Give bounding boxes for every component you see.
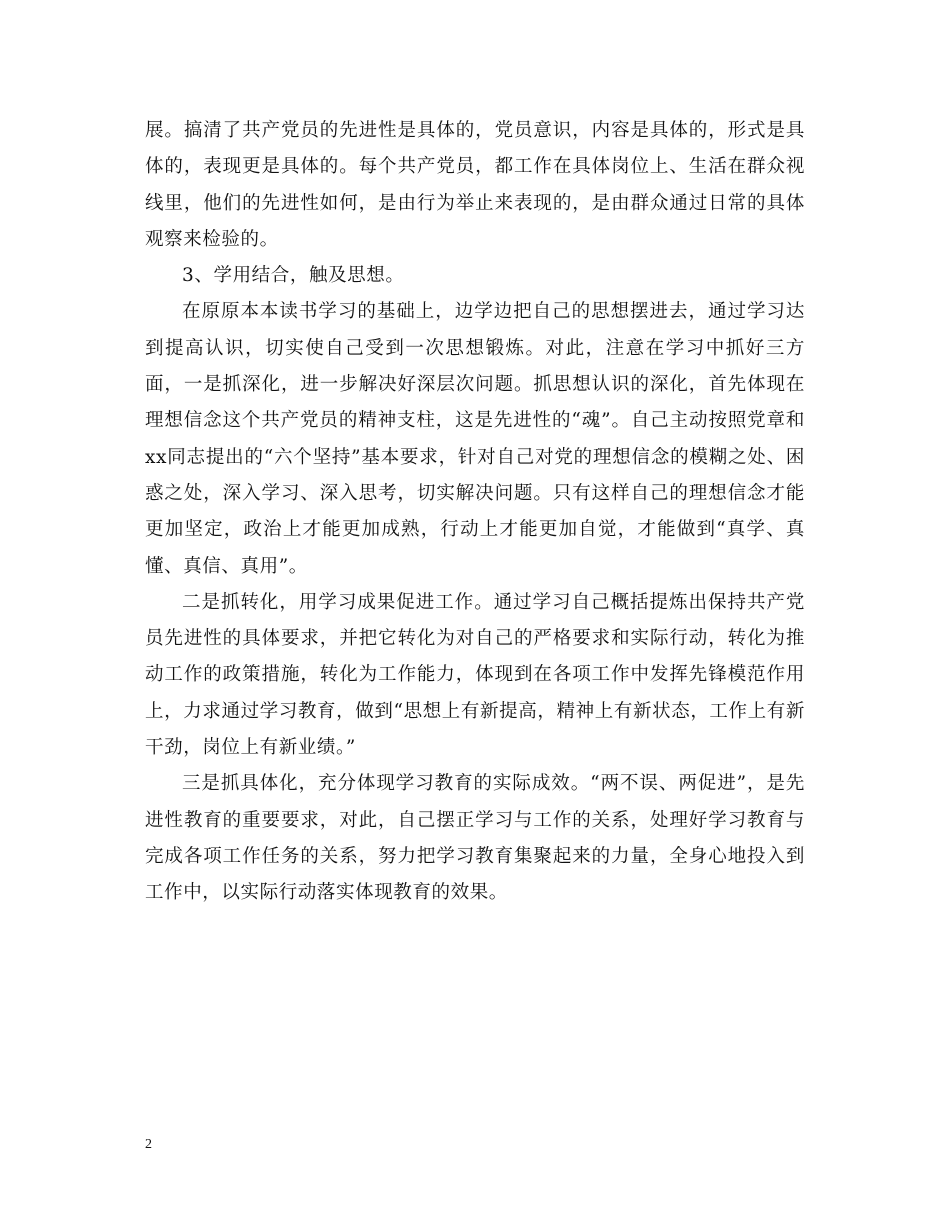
paragraph: 在原原本本读书学习的基础上，边学边把自己的思想摆进去，通过学习达到提高认识，切实使自己受到一次思想锻炼。对此，注意在学习中抓好三方面，一是抓深化，进一步解决好深层次问题。抓思想认识的深化，首先体现在理想信念这个共产党员的精神支柱，这是先进性的“魂”。自己主动按照党章和xx同志提出的“六个坚持”基本要求，针对自己对党的理想信念的模糊之处、困惑之处，深入学习、深入思考，切实解决问题。只有这样自己的理想信念才能更加坚定，政治上才能更加成熟，行动上才能更加自觉，才能做到“真学、真懂、真信、真用”。 [145,301,805,577]
section-heading: 3、学用结合，触及思想。 [182,265,405,287]
paragraph: 二是抓转化，用学习成果促进工作。通过学习自己概括提炼出保持共产党员先进性的具体要求，并把它转化为对自己的严格要求和实际行动，转化为推动工作的政策措施，转化为工作能力，体现到在各项工作中发挥先锋模范作用上，力求通过学习教育，做到“思想上有新提高，精神上有新状态，工作上有新干劲，岗位上有新业绩。” [145,591,805,759]
document-body [145,113,805,912]
paragraph-continuation: 展。搞清了共产党员的先进性是具体的，党员意识，内容是具体的，形式是具体的，表现更是具体的。每个共产党员，都工作在具体岗位上、生活在群众视线里，他们的先进性如何，是由行为举止来表现的，是由群众通过日常的具体观察来检验的。 [145,120,805,250]
page-number: 2 [145,1137,152,1152]
paragraph: 三是抓具体化，充分体现学习教育的实际成效。“两不误、两促进”，是先进性教育的重要要求，对此，自己摆正学习与工作的关系，处理好学习教育与完成各项工作任务的关系，努力把学习教育集聚起来的力量，全身心地投入到工作中，以实际行动落实体现教育的效果。 [145,773,805,904]
